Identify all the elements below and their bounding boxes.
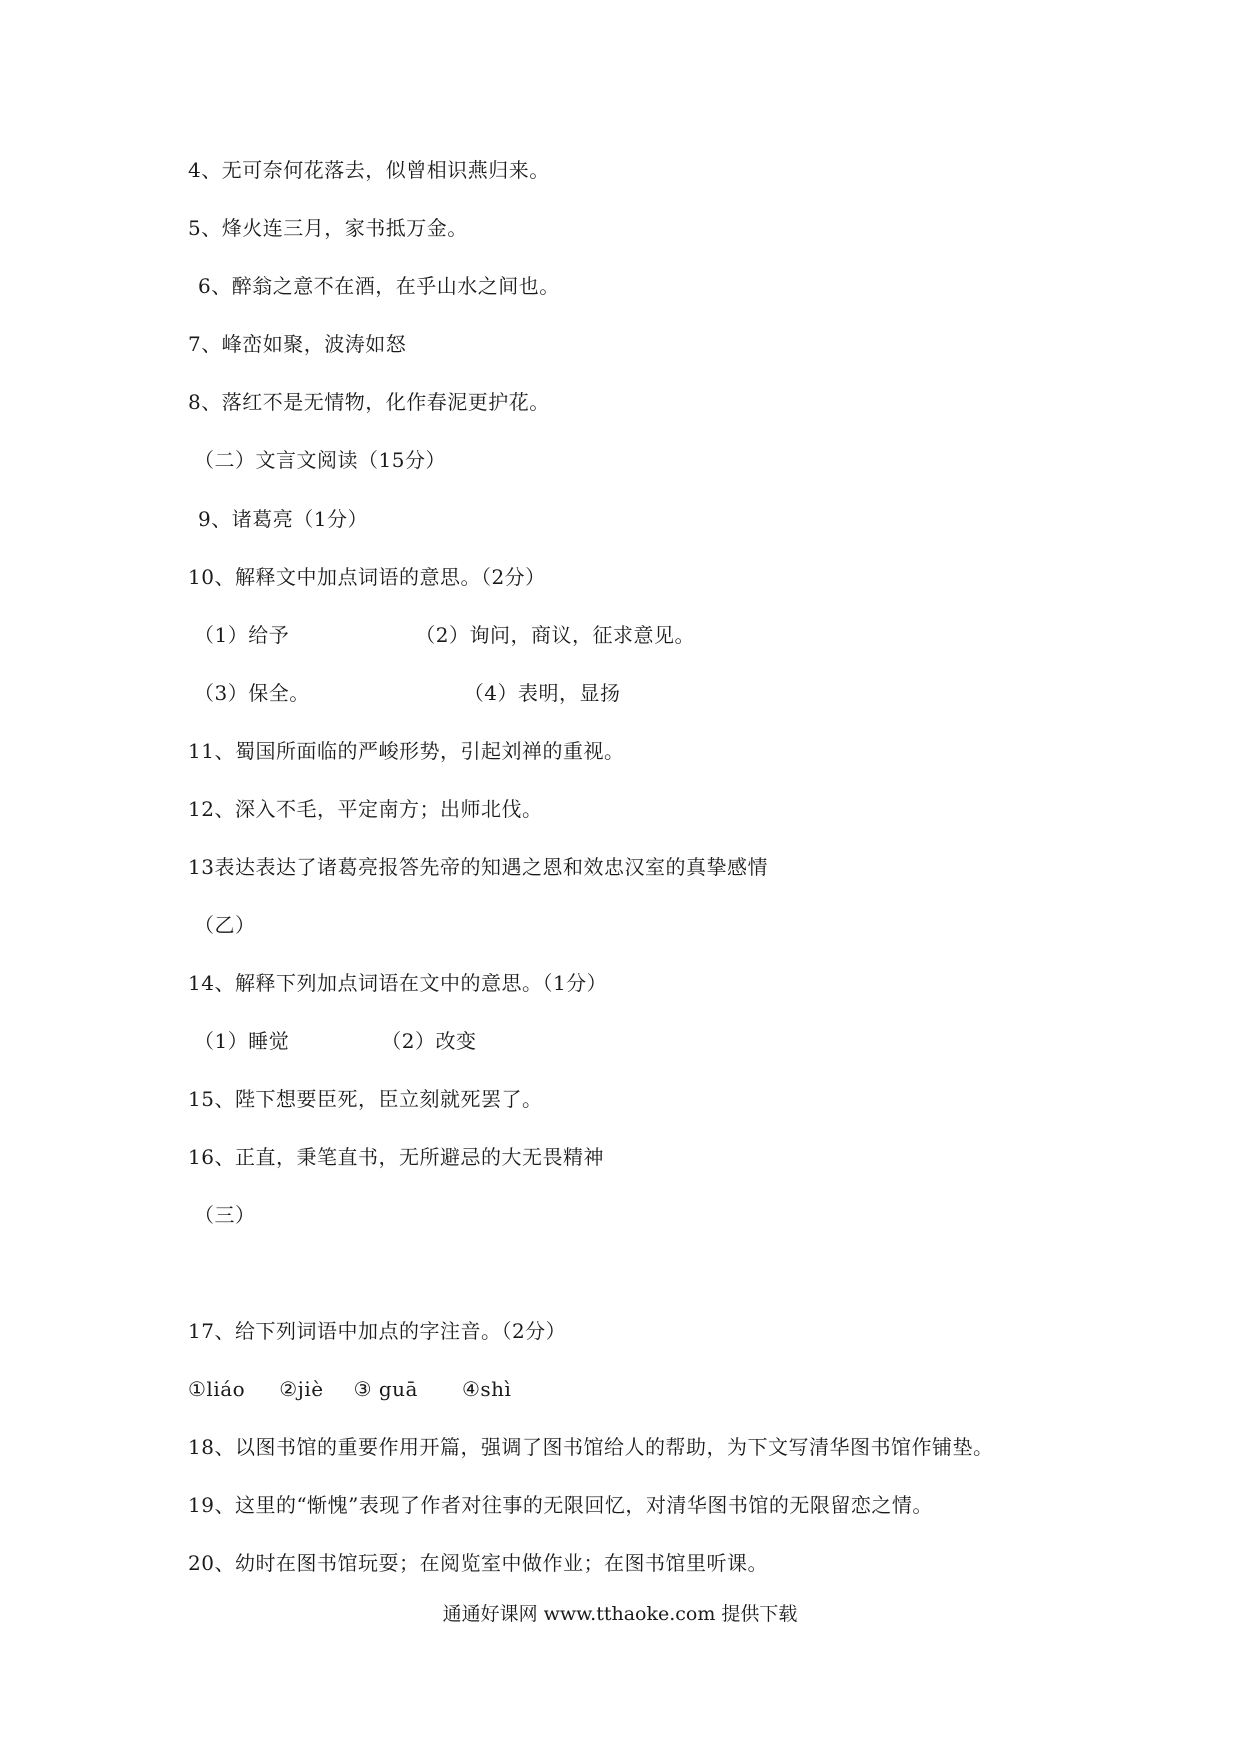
answer-line-11: 11、蜀国所面临的严峻形势，引起刘禅的重视。 xyxy=(188,739,625,763)
answer-line-16: 16、正直，秉笔直书，无所避忌的大无畏精神 xyxy=(188,1145,604,1169)
answer-line-20: 20、幼时在图书馆玩耍；在阅览室中做作业；在图书馆里听课。 xyxy=(188,1551,768,1575)
section-heading-san: （三） xyxy=(194,1203,256,1227)
answer-line-6: 6、醉翁之意不在酒，在乎山水之间也。 xyxy=(198,274,560,298)
q10-answer-1: （1）给予 xyxy=(194,623,290,647)
q10-answer-3: （3）保全。 xyxy=(194,681,310,705)
section-heading-classical-chinese: （二）文言文阅读（15分） xyxy=(194,448,446,472)
question-line-10: 10、解释文中加点词语的意思。（2分） xyxy=(188,565,546,589)
q10-answer-4: （4）表明，显扬 xyxy=(463,681,621,705)
q17-answer-2: ②jiè xyxy=(279,1377,324,1401)
answer-line-4: 4、无可奈何花落去，似曾相识燕归来。 xyxy=(188,158,550,182)
footer-url[interactable]: www.tthaoke.com xyxy=(543,1603,716,1625)
q10-answer-row-1 xyxy=(194,622,695,648)
section-heading-yi: （乙） xyxy=(194,913,256,937)
q17-answer-1: ①liáo xyxy=(188,1377,246,1401)
answer-line-9: 9、诸葛亮（1分） xyxy=(198,507,368,531)
q14-answer-1: （1）睡觉 xyxy=(194,1029,290,1053)
answer-line-8: 8、落红不是无情物，化作春泥更护花。 xyxy=(188,390,550,414)
footer-suffix: 提供下载 xyxy=(721,1603,798,1625)
answer-line-7: 7、峰峦如聚，波涛如怒 xyxy=(188,332,407,356)
q14-answer-row xyxy=(194,1028,476,1054)
page-footer xyxy=(0,1602,1240,1626)
q10-answer-row-2 xyxy=(194,680,620,706)
answer-line-12: 12、深入不毛，平定南方；出师北伐。 xyxy=(188,797,543,821)
answer-line-5: 5、烽火连三月，家书抵万金。 xyxy=(188,216,468,240)
q17-answer-row xyxy=(188,1376,511,1402)
q14-answer-2: （2）改变 xyxy=(381,1029,477,1053)
footer-site-name: 通通好课网 xyxy=(442,1603,538,1625)
answer-line-18: 18、以图书馆的重要作用开篇，强调了图书馆给人的帮助，为下文写清华图书馆作铺垫。 xyxy=(188,1435,994,1459)
answer-line-19: 19、这里的“惭愧”表现了作者对往事的无限回忆，对清华图书馆的无限留恋之情。 xyxy=(188,1493,933,1517)
question-line-17: 17、给下列词语中加点的字注音。（2分） xyxy=(188,1319,567,1343)
question-line-14: 14、解释下列加点词语在文中的意思。（1分） xyxy=(188,971,608,995)
answer-line-15: 15、陛下想要臣死，臣立刻就死罢了。 xyxy=(188,1087,543,1111)
answer-line-13: 13表达表达了诸葛亮报答先帝的知遇之恩和效忠汉室的真挚感情 xyxy=(188,855,768,879)
q10-answer-2: （2）询问，商议，征求意见。 xyxy=(415,623,695,647)
q17-answer-3: ③ guā xyxy=(353,1377,418,1401)
q17-answer-4: ④shì xyxy=(461,1377,512,1401)
